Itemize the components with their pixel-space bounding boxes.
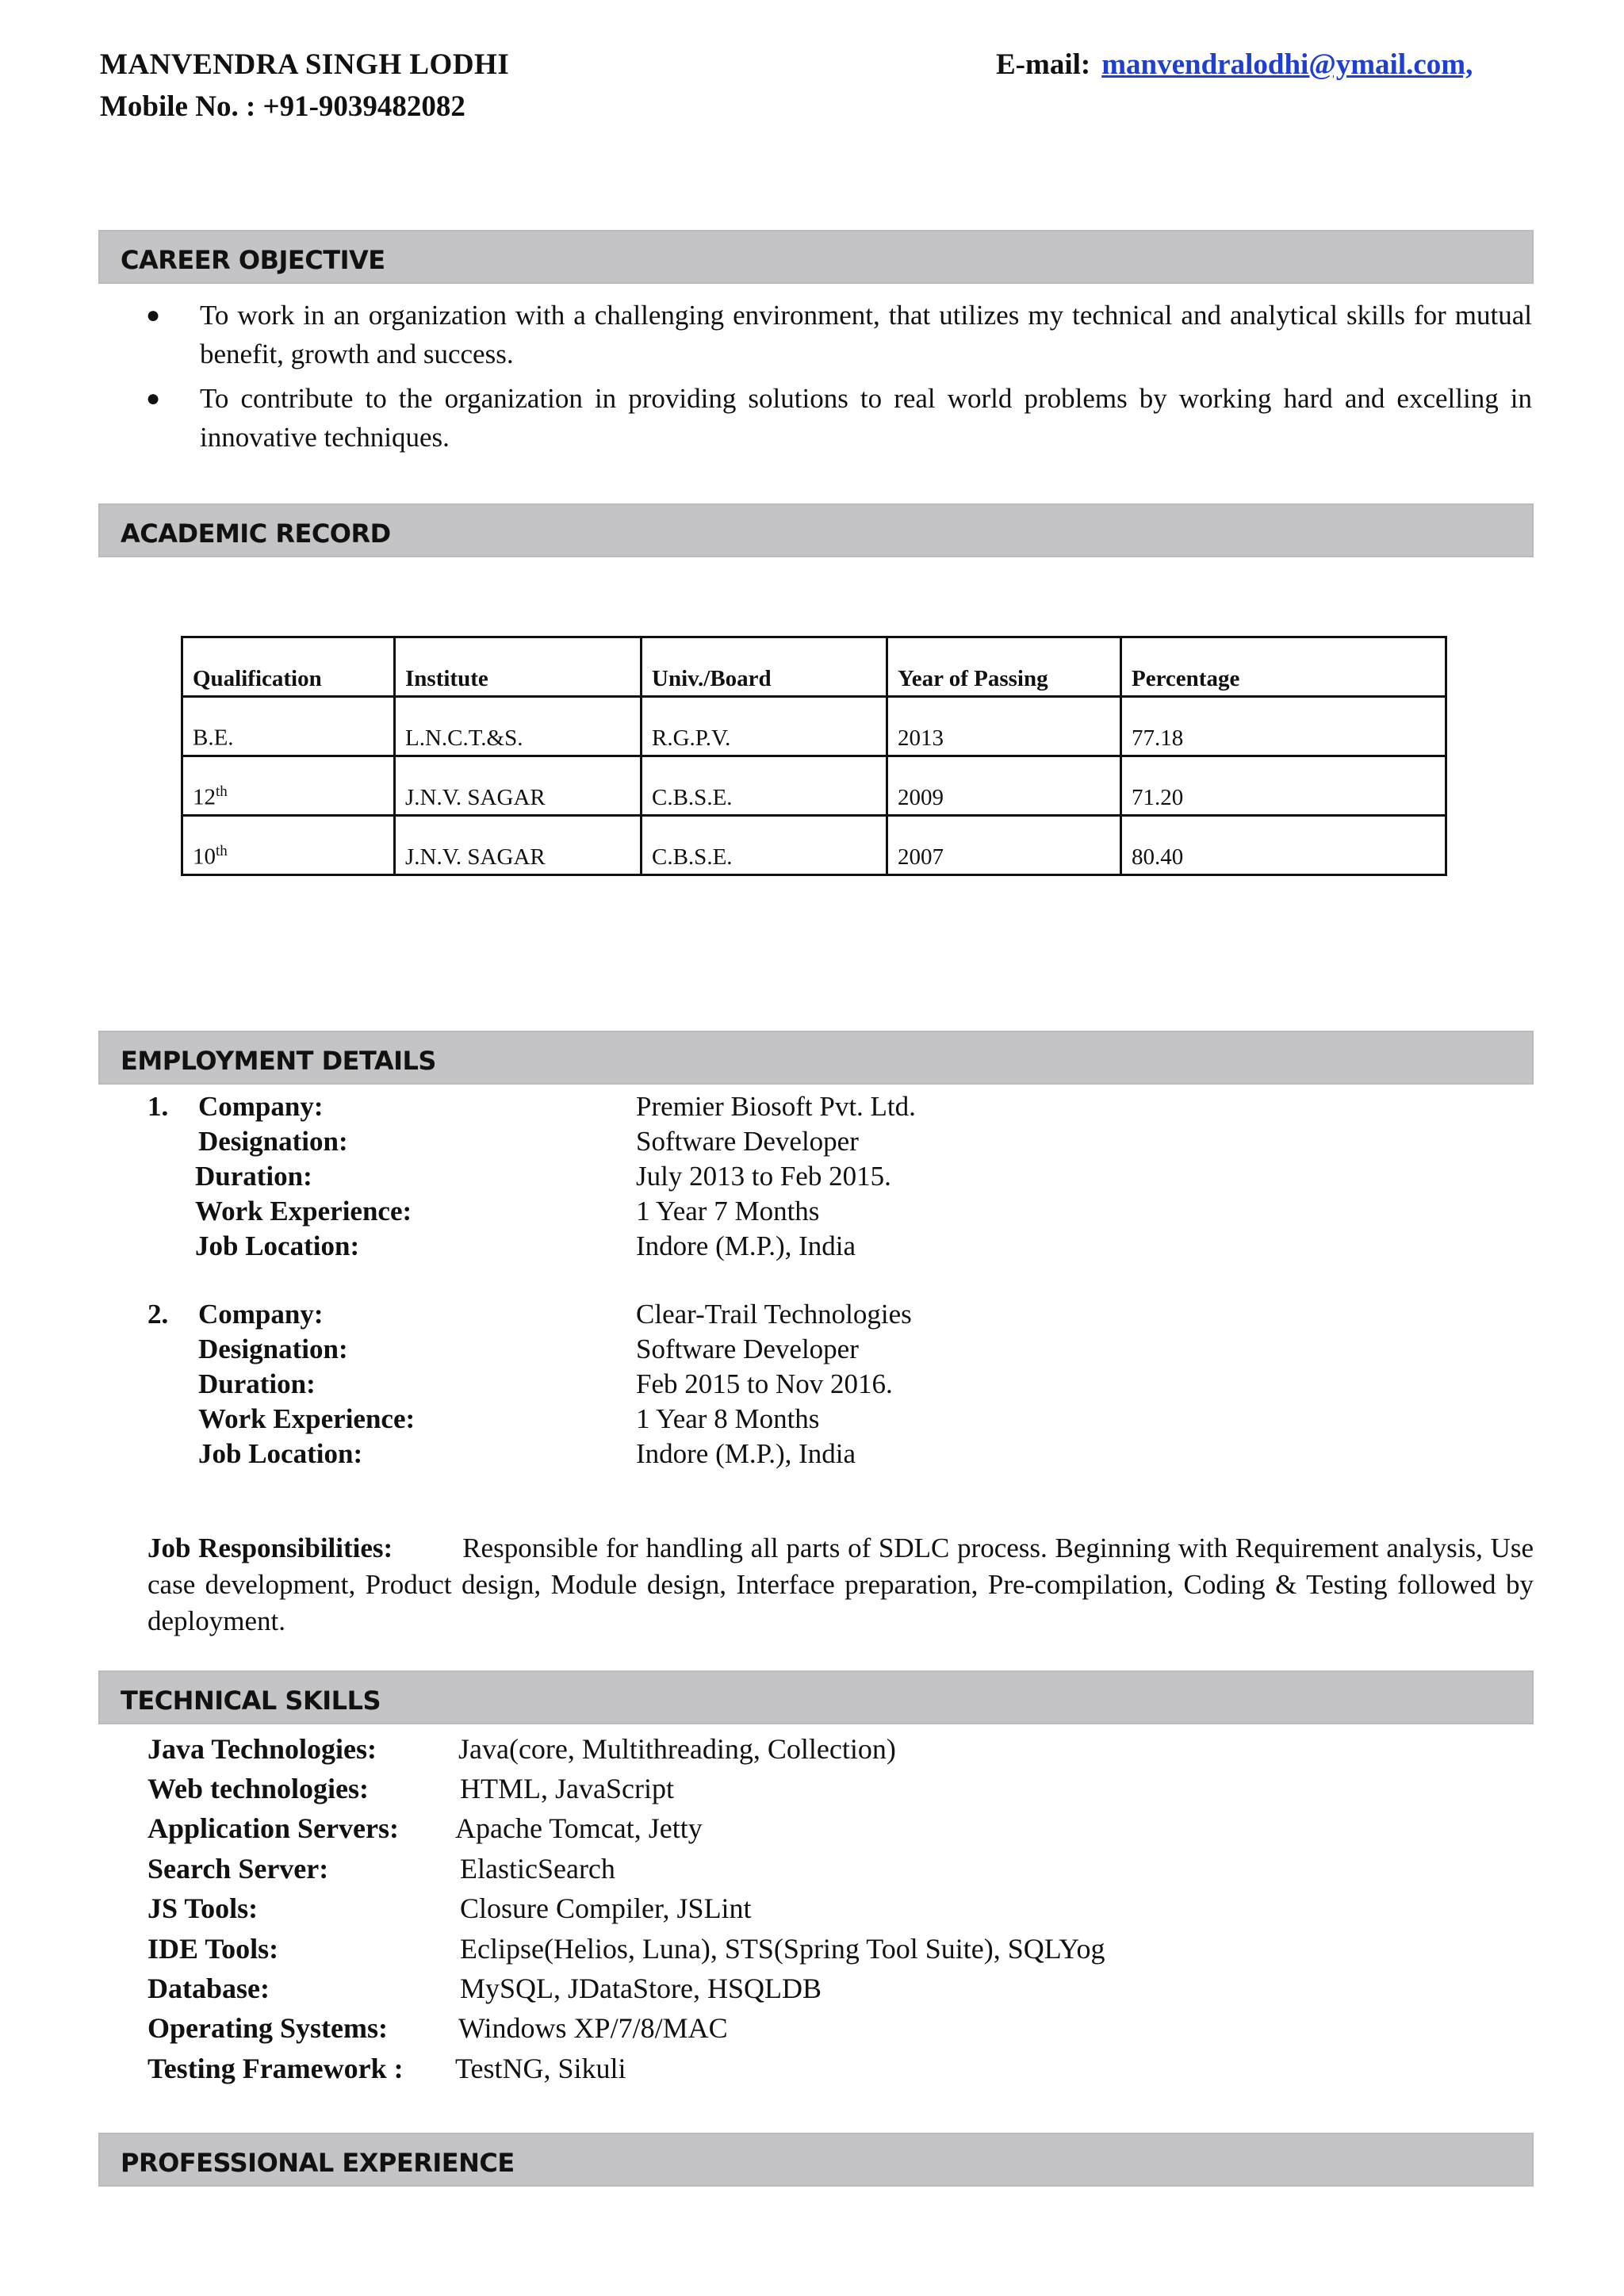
- skill-value: Java(core, Multithreading, Collection): [458, 1733, 896, 1765]
- column-header: Qualification: [182, 637, 395, 697]
- company-label: Company:: [198, 1299, 324, 1330]
- bullet-icon: ●: [146, 385, 161, 411]
- duration-label: Duration:: [195, 1161, 312, 1192]
- qualification-cell: 10th: [182, 816, 395, 875]
- section-title: ACADEMIC RECORD: [121, 519, 391, 549]
- job-entry: [147, 1089, 1496, 1272]
- percentage-cell: 77.18: [1121, 697, 1446, 756]
- table-header-row: [182, 637, 1446, 697]
- duration-label: Duration:: [198, 1368, 316, 1399]
- table-row: [182, 816, 1446, 875]
- objective-text: To contribute to the organization in providing solutions to real world problems by working hard and excelling in innovative techniques.: [200, 383, 1532, 453]
- section-bar-technical-skills: [98, 1670, 1534, 1724]
- percentage-cell: 80.40: [1121, 816, 1446, 875]
- experience-value: 1 Year 7 Months: [636, 1196, 820, 1226]
- mobile-number: Mobile No. : +91-9039482082: [100, 90, 465, 123]
- email-line: [996, 48, 1473, 82]
- skill-label: Database:: [147, 1973, 270, 2004]
- section-bar-career-objective: [98, 230, 1534, 284]
- section-bar-academic-record: [98, 503, 1534, 557]
- table-row: [182, 756, 1446, 816]
- location-label: Job Location:: [195, 1230, 360, 1261]
- percentage-cell: 71.20: [1121, 756, 1446, 816]
- section-bar-professional-experience: [98, 2133, 1534, 2187]
- skill-label: Operating Systems:: [147, 2012, 388, 2044]
- job-number: 2.: [147, 1299, 169, 1330]
- location-value: Indore (M.P.), India: [636, 1438, 856, 1469]
- board-cell: R.G.P.V.: [642, 697, 887, 756]
- column-header: Institute: [395, 637, 642, 697]
- job-number: 1.: [147, 1091, 169, 1122]
- skill-value: Eclipse(Helios, Luna), STS(Spring Tool Suite), SQLYog: [460, 1933, 1105, 1965]
- experience-label: Work Experience:: [198, 1403, 416, 1434]
- section-title: TECHNICAL SKILLS: [121, 1686, 381, 1716]
- duration-value: Feb 2015 to Nov 2016.: [636, 1368, 893, 1399]
- skill-value: Windows XP/7/8/MAC: [458, 2012, 728, 2044]
- section-bar-employment-details: [98, 1031, 1534, 1085]
- job-responsibilities: [147, 1530, 1534, 1640]
- skill-label: Web technologies:: [147, 1773, 369, 1804]
- column-header: Univ./Board: [642, 637, 887, 697]
- institute-cell: J.N.V. SAGAR: [395, 816, 642, 875]
- company-value: Clear-Trail Technologies: [636, 1299, 912, 1330]
- section-title: PROFESSIONAL EXPERIENCE: [121, 2148, 515, 2178]
- experience-value: 1 Year 8 Months: [636, 1403, 820, 1434]
- objective-text: To work in an organization with a challenging environment, that utilizes my technical and analytical skills for mutual benefit, growth and success.: [200, 300, 1532, 369]
- candidate-name: MANVENDRA SINGH LODHI: [100, 48, 510, 81]
- skill-label: Testing Framework :: [147, 2053, 404, 2084]
- designation-value: Software Developer: [636, 1126, 859, 1157]
- email-link[interactable]: manvendralodhi@ymail.com,: [1101, 48, 1473, 81]
- year-cell: 2013: [887, 697, 1121, 756]
- responsibilities-text: Responsible for handling all parts of SDLC process. Beginning with Requirement analysis, Use case development, Product design, Module design, Interface preparation, Pre-compilation, Coding & Testing followed by deployment.: [147, 1533, 1534, 1636]
- column-header: Year of Passing: [887, 637, 1121, 697]
- year-cell: 2009: [887, 756, 1121, 816]
- year-cell: 2007: [887, 816, 1121, 875]
- qualification-cell: 12th: [182, 756, 395, 816]
- skill-label: Application Servers:: [147, 1812, 399, 1844]
- academic-table: [181, 636, 1447, 876]
- section-title: EMPLOYMENT DETAILS: [121, 1046, 436, 1076]
- responsibilities-label: Job Responsibilities:: [147, 1533, 393, 1563]
- board-cell: C.B.S.E.: [642, 816, 887, 875]
- location-value: Indore (M.P.), India: [636, 1230, 856, 1261]
- duration-value: July 2013 to Feb 2015.: [636, 1161, 891, 1192]
- skill-value: Apache Tomcat, Jetty: [455, 1812, 703, 1844]
- job-entry: [147, 1297, 1496, 1479]
- skill-label: Java Technologies:: [147, 1733, 377, 1765]
- experience-label: Work Experience:: [195, 1196, 412, 1226]
- location-label: Job Location:: [198, 1438, 363, 1469]
- skill-value: HTML, JavaScript: [460, 1773, 674, 1804]
- board-cell: C.B.S.E.: [642, 756, 887, 816]
- table-row: [182, 697, 1446, 756]
- qualification-cell: B.E.: [182, 697, 395, 756]
- skill-label: JS Tools:: [147, 1892, 259, 1924]
- institute-cell: L.N.C.T.&S.: [395, 697, 642, 756]
- column-header: Percentage: [1121, 637, 1446, 697]
- skill-value: Closure Compiler, JSLint: [460, 1892, 752, 1924]
- company-value: Premier Biosoft Pvt. Ltd.: [636, 1091, 916, 1122]
- designation-value: Software Developer: [636, 1334, 859, 1364]
- skill-value: MySQL, JDataStore, HSQLDB: [460, 1973, 822, 2004]
- skill-label: IDE Tools:: [147, 1933, 279, 1965]
- company-label: Company:: [198, 1091, 324, 1122]
- email-label: E-mail:: [996, 48, 1091, 81]
- bullet-icon: ●: [146, 302, 161, 328]
- skill-value: ElasticSearch: [460, 1853, 615, 1885]
- section-title: CAREER OBJECTIVE: [121, 245, 385, 275]
- institute-cell: J.N.V. SAGAR: [395, 756, 642, 816]
- skill-label: Search Server:: [147, 1853, 329, 1885]
- designation-label: Designation:: [198, 1126, 348, 1157]
- designation-label: Designation:: [198, 1334, 348, 1364]
- skill-value: TestNG, Sikuli: [455, 2053, 626, 2084]
